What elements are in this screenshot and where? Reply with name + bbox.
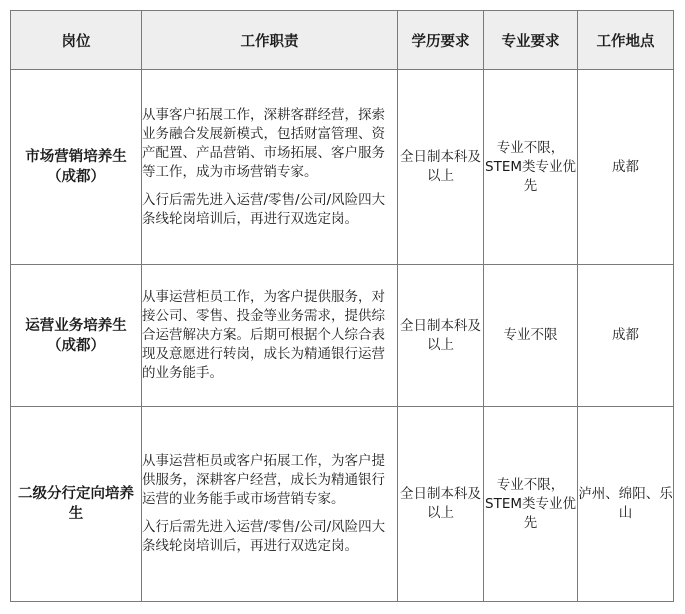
position-cell: 运营业务培养生（成都） (11, 265, 142, 407)
duties-paragraph: 入行后需先进入运营/零售/公司/风险四大条线轮岗培训后，再进行双选定岗。 (142, 191, 386, 227)
education-cell: 全日制本科及以上 (398, 407, 484, 602)
major-cell: 专业不限 (484, 265, 578, 407)
table-row (11, 407, 674, 602)
location-cell: 泸州、绵阳、乐山 (578, 407, 674, 602)
position-cell: 二级分行定向培养生 (11, 407, 142, 602)
education-cell: 全日制本科及以上 (398, 265, 484, 407)
duties-paragraph: 从事运营柜员或客户拓展工作，为客户提供服务，深耕客户经营，成长为精通银行运营的业务能手或市场营销专家。 (142, 453, 385, 507)
duties-cell (142, 70, 398, 265)
major-cell: 专业不限，STEM类专业优先 (484, 70, 578, 265)
job-requirements-table (10, 10, 674, 602)
header-duties: 工作职责 (142, 11, 398, 70)
duties-paragraph: 从事运营柜员工作，为客户提供服务，对接公司、零售、投金等业务需求，提供综合运营解决方案。后期可根据个人综合表现及意愿进行转岗，成长为精通银行运营的业务能手。 (142, 289, 385, 381)
major-cell: 专业不限，STEM类专业优先 (484, 407, 578, 602)
duties-paragraph: 从事客户拓展工作，深耕客群经营，探索业务融合发展新模式，包括财富管理、资产配置、产品营销、市场拓展、客户服务等工作，成为市场营销专家。 (142, 106, 385, 180)
header-position: 岗位 (11, 11, 142, 70)
table-row (11, 265, 674, 407)
header-row (11, 11, 674, 70)
duties-paragraph: 入行后需先进入运营/零售/公司/风险四大条线轮岗培训后，再进行双选定岗。 (142, 519, 386, 554)
position-cell: 市场营销培养生（成都） (11, 70, 142, 265)
duties-cell (142, 265, 398, 407)
location-cell: 成都 (578, 265, 674, 407)
header-location: 工作地点 (578, 11, 674, 70)
header-major: 专业要求 (484, 11, 578, 70)
table-header (11, 11, 674, 70)
duties-cell (142, 407, 398, 602)
table-body (11, 70, 674, 602)
education-cell: 全日制本科及以上 (398, 70, 484, 265)
location-cell: 成都 (578, 70, 674, 265)
header-education: 学历要求 (398, 11, 484, 70)
table-row (11, 70, 674, 265)
